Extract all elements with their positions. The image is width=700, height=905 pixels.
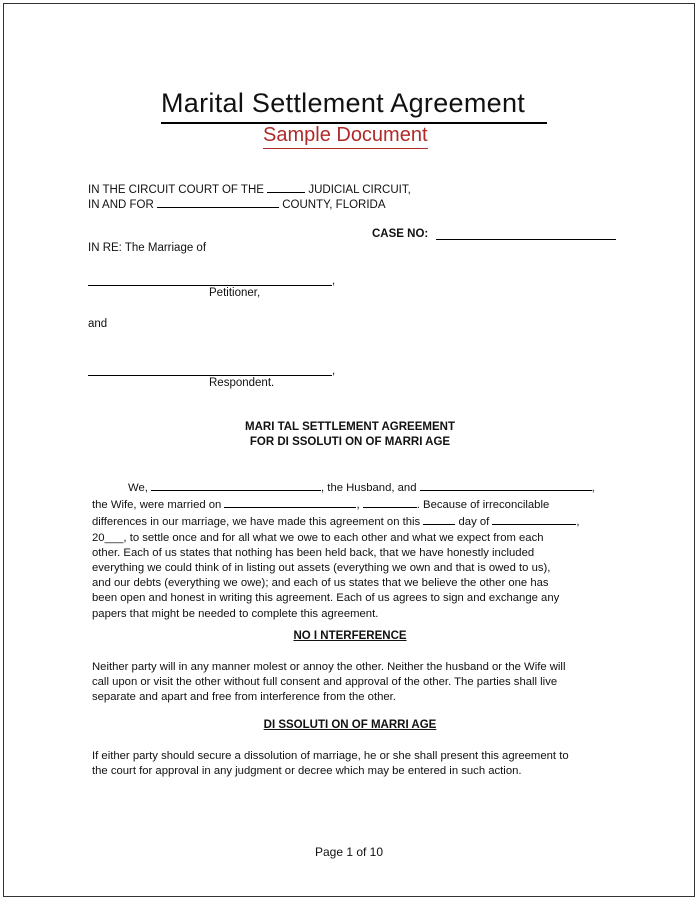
intro-line-1: We, , the Husband, and , [92, 479, 620, 496]
no-interference-line-2: call upon or visit the other without full consent and approval of the other. The parties shall live [92, 676, 558, 689]
dissolution-line-2: the court for approval in any judgment or decree which may be entered in such action. [92, 765, 522, 778]
intro-line-5: other. Each of us states that nothing has been held back, that we have honestly included [92, 546, 535, 559]
intro-line-6: everything we could think of in listing out assets (everything we own and that is owed to us), [92, 562, 551, 575]
intro-line-7: and our debts (everything we owe); and each of us states that we believe the other one has [92, 577, 549, 590]
in-re-label: IN RE: The Marriage of [88, 242, 207, 254]
no-interference-heading: NO I NTERFERENCE [293, 630, 407, 642]
agreement-heading-line-1: MARI TAL SETTLEMENT AGREEMENT [245, 421, 455, 433]
county-blank [157, 196, 279, 208]
marriage-year-blank [363, 496, 417, 508]
dissolution-line-1: If either party should secure a dissolution of marriage, he or she shall present this agreement to [92, 750, 569, 762]
circuit-number-blank [267, 181, 305, 193]
case-number-label: CASE NO: [372, 228, 429, 240]
dissolution-paragraph [92, 749, 620, 779]
and-label: and [88, 318, 108, 330]
intro-line-9: papers that might be needed to complete this agreement. [92, 607, 379, 620]
intro-line-4: 20___, to settle once and for all what we owe to each other and what we expect from each [92, 531, 544, 544]
husband-name-blank [151, 479, 321, 491]
marriage-date-blank [224, 496, 356, 508]
respondent-comma: , [332, 365, 336, 377]
no-interference-line-1: Neither party will in any manner molest or annoy the other. Neither the husband or the Wife will [92, 661, 566, 673]
intro-line-3: differences in our marriage, we have made this agreement on this day of , [92, 513, 620, 530]
petitioner-label: Petitioner, [209, 287, 261, 299]
agreement-heading-line-2: FOR DI SSOLUTI ON OF MARRI AGE [249, 436, 451, 448]
no-interference-line-3: separate and apart and free from interference from the other. [92, 691, 396, 704]
agreement-day-blank [423, 513, 455, 525]
wife-name-blank [420, 479, 592, 491]
intro-line-8: been open and honest in writing this agreement. Each of us agrees to sign and exchange any [92, 592, 560, 605]
respondent-label: Respondent. [209, 377, 275, 389]
petitioner-comma: , [332, 275, 336, 287]
document-title: Marital Settlement Agreement [161, 86, 547, 124]
intro-line-2: the Wife, were married on , . Because of irreconcilable [92, 496, 620, 513]
intro-paragraph [92, 479, 620, 622]
document-subtitle: Sample Document [263, 122, 428, 149]
court-line-2: IN AND FOR COUNTY, FLORIDA [88, 196, 386, 213]
case-number-blank [436, 239, 616, 240]
court-line-1: IN THE CIRCUIT COURT OF THE JUDICIAL CIRCUIT, [88, 181, 411, 198]
page-number: Page 1 of 10 [314, 845, 384, 859]
dissolution-heading: DI SSOLUTI ON OF MARRI AGE [263, 719, 437, 731]
no-interference-paragraph [92, 660, 620, 706]
agreement-month-blank [492, 513, 576, 525]
document-page [3, 3, 695, 897]
